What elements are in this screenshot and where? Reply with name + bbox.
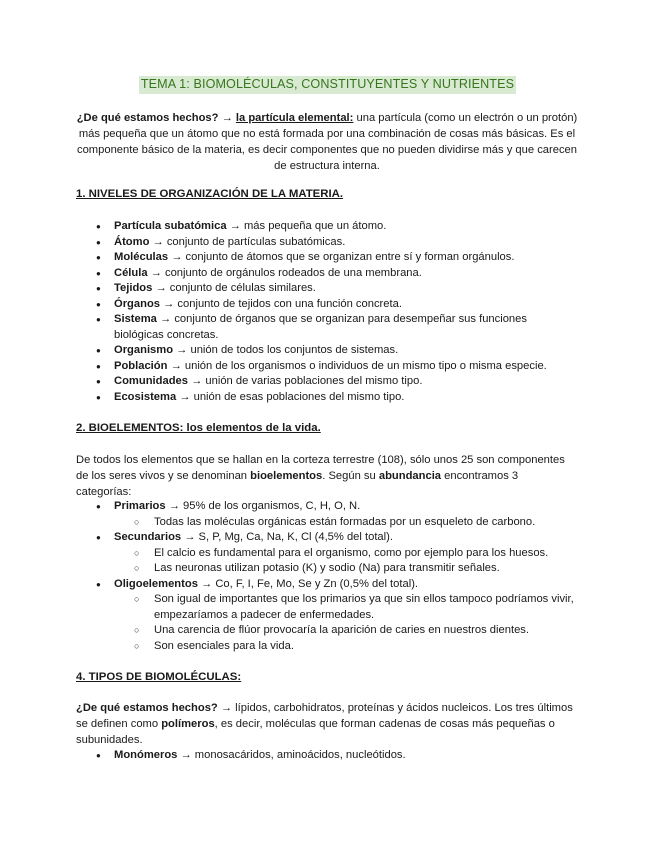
para-text: , es decir, moléculas que forman cadenas de cosas más pequeñas o subunidades. bbox=[76, 718, 555, 746]
item-term: Monómeros bbox=[114, 749, 178, 761]
item-text: → conjunto de órganos que se organizan para desempeñar sus funciones biológicas concretas. bbox=[114, 313, 527, 341]
list-item bbox=[76, 499, 576, 530]
item-text: → unión de todos los conjuntos de sistemas. bbox=[173, 344, 399, 356]
section2-heading: 2. BIOELEMENTOS: los elementos de la vida. bbox=[76, 422, 321, 434]
list-item bbox=[76, 748, 576, 764]
section1-heading: 1. NIVELES DE ORGANIZACIÓN DE LA MATERIA. bbox=[76, 188, 344, 200]
list-item bbox=[76, 577, 576, 655]
item-term: Primarios bbox=[114, 500, 166, 512]
item-text: → conjunto de partículas subatómicas. bbox=[149, 235, 346, 248]
intro-text: una partícula (como un electrón o un protón) más pequeña que un átomo que no está formada por una combinación de cosas más básicas. Es el componente básico de la materia, es decir componentes que no pueden dividirse más y que carecen de estructura interna. bbox=[76, 112, 578, 172]
list-item bbox=[76, 235, 576, 251]
section2-paragraph bbox=[76, 452, 576, 500]
list-item bbox=[76, 250, 576, 266]
item-term: Sistema bbox=[114, 313, 157, 325]
para-bold: bioelementos bbox=[250, 470, 323, 482]
item-term: Tejidos bbox=[114, 282, 153, 294]
list-item bbox=[76, 359, 576, 375]
item-term: Partícula subatómica bbox=[114, 220, 227, 232]
para-bold: ¿De qué estamos hechos? bbox=[76, 702, 218, 714]
section4-paragraph bbox=[76, 700, 576, 748]
item-term: Órganos bbox=[114, 297, 161, 310]
item-text: → más pequeña que un átomo. bbox=[226, 220, 387, 232]
sublist bbox=[114, 546, 576, 577]
sublist-item: ○ El calcio es fundamental para el organismo, como por ejemplo para los huesos. bbox=[76, 546, 576, 562]
sublist-item: ○ Todas las moléculas orgánicas están formadas por un esqueleto de carbono. bbox=[76, 515, 576, 531]
list-item bbox=[76, 281, 576, 297]
list-item bbox=[76, 297, 576, 313]
list-item bbox=[76, 266, 576, 282]
para-text: . Según su bbox=[322, 470, 379, 482]
item-text: → S, P, Mg, Ca, Na, K, Cl (4,5% del total). bbox=[181, 531, 393, 543]
item-text: → conjunto de células similares. bbox=[152, 282, 316, 294]
item-text: → unión de varias poblaciones del mismo tipo. bbox=[187, 375, 423, 387]
item-term: Célula bbox=[114, 266, 148, 279]
item-term: Moléculas bbox=[114, 251, 169, 263]
para-text: → lípidos, carbohidratos, proteínas y ácidos nucleicos. Los tres últimos se definen como bbox=[76, 702, 573, 730]
sublist-item: ○ Son igual de importantes que los primarios ya que sin ellos tampoco podríamos vivir, empezaríamos a padecer de enfermedades. bbox=[76, 592, 576, 623]
para-text: De todos los elementos que se hallan en la corteza terrestre (108), sólo unos 25 son componentes de los seres vivos y se denominan bbox=[76, 454, 565, 482]
section4-heading: 4. TIPOS DE BIOMOLÉCULAS: bbox=[76, 671, 242, 683]
item-term: Comunidades bbox=[114, 375, 188, 387]
intro-term: la partícula elemental: bbox=[235, 112, 354, 124]
item-term: Organismo bbox=[114, 344, 174, 356]
item-term: Población bbox=[114, 359, 168, 372]
section4-list bbox=[76, 748, 576, 764]
para-bold: abundancia bbox=[378, 470, 442, 482]
item-text: → conjunto de tejidos con una función concreta. bbox=[160, 297, 402, 310]
intro-paragraph bbox=[76, 110, 578, 174]
list-item bbox=[76, 312, 576, 343]
item-text: → monosacáridos, aminoácidos, nucleótidos. bbox=[177, 749, 406, 761]
item-text: → conjunto de átomos que se organizan entre sí y forman orgánulos. bbox=[168, 251, 515, 263]
title-wrap bbox=[0, 76, 655, 94]
sublist-item: ○ Las neuronas utilizan potasio (K) y sodio (Na) para transmitir señales. bbox=[76, 561, 576, 577]
section2-list bbox=[76, 499, 576, 654]
para-text: encontramos 3 categorías: bbox=[76, 470, 519, 498]
item-term: Secundarios bbox=[114, 531, 182, 543]
section1-list bbox=[76, 219, 576, 405]
item-text: → Co, F, I, Fe, Mo, Se y Zn (0,5% del total). bbox=[197, 577, 419, 590]
item-text: → unión de los organismos o individuos de un mismo tipo o misma especie. bbox=[167, 359, 547, 372]
sublist bbox=[114, 515, 576, 531]
item-text: → conjunto de orgánulos rodeados de una membrana. bbox=[147, 266, 422, 279]
list-item bbox=[76, 374, 576, 390]
item-text: → unión de esas poblaciones del mismo tipo. bbox=[176, 390, 405, 403]
list-item bbox=[76, 530, 576, 577]
para-bold: polímeros bbox=[161, 718, 215, 730]
item-term: Átomo bbox=[114, 235, 150, 248]
sublist bbox=[114, 592, 576, 654]
sublist-item: ○ Una carencia de flúor provocaría la aparición de caries en nuestros dientes. bbox=[76, 623, 576, 639]
intro-arrow: → bbox=[218, 112, 236, 124]
item-text: → 95% de los organismos, C, H, O, N. bbox=[165, 500, 361, 512]
sublist-item: ○ Son esenciales para la vida. bbox=[76, 639, 576, 655]
list-item bbox=[76, 219, 576, 235]
item-term: Oligoelementos bbox=[114, 577, 198, 590]
list-item bbox=[76, 343, 576, 359]
page-title: TEMA 1: BIOMOLÉCULAS, CONSTITUYENTES Y NUTRIENTES bbox=[139, 76, 516, 94]
intro-question: ¿De qué estamos hechos? bbox=[76, 112, 219, 124]
list-item bbox=[76, 390, 576, 406]
item-term: Ecosistema bbox=[114, 390, 177, 403]
